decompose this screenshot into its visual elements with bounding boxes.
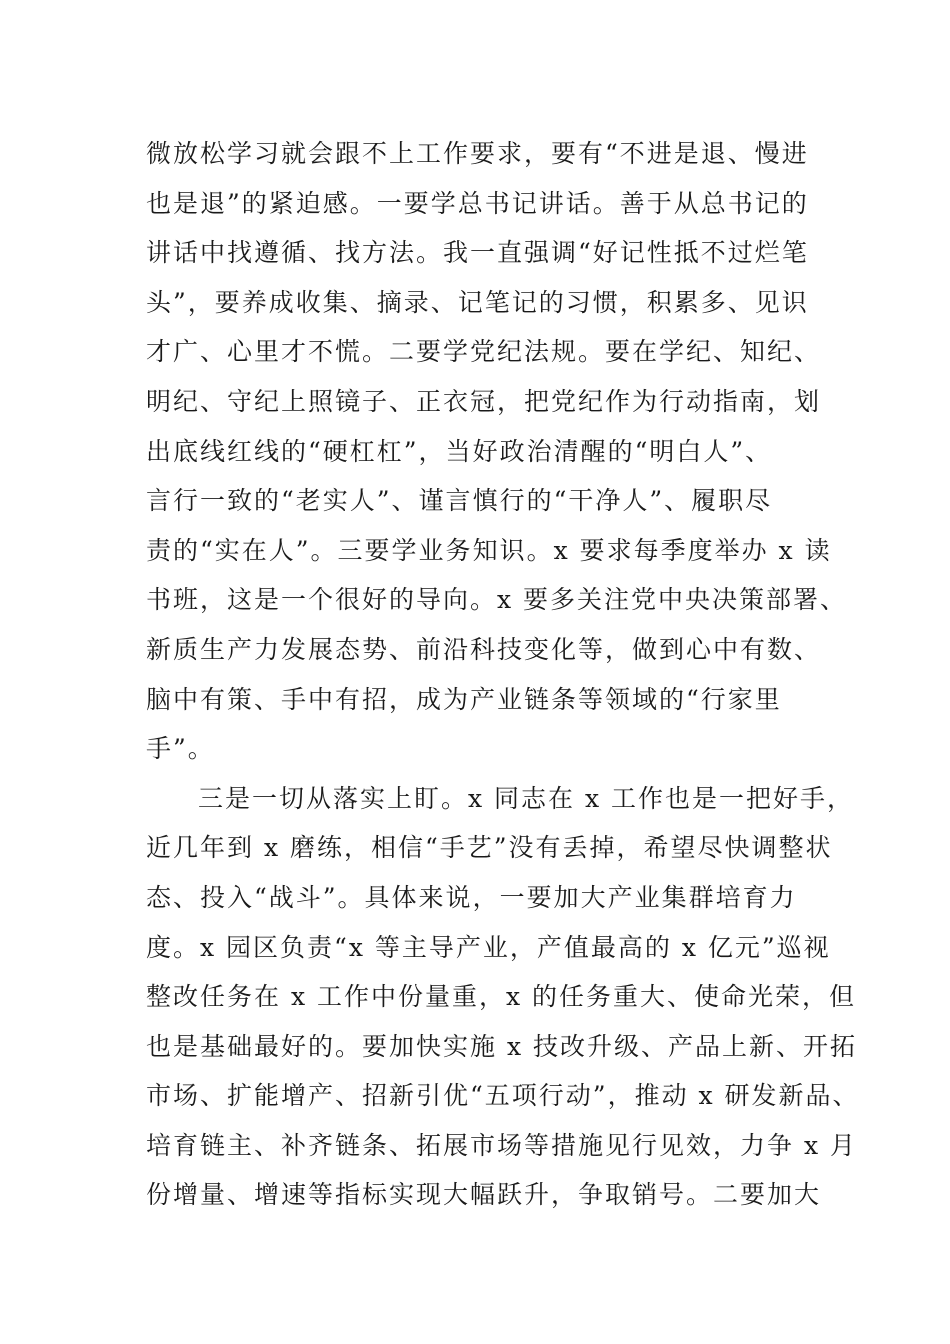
text-line: 脑中有策、手中有招，成为产业链条等领域的“行家里 (146, 684, 782, 714)
text-line: 市场、扩能增产、招新引优“五项行动”，推动 x 研发新品、 (146, 1081, 860, 1111)
text-line: 书班，这是一个很好的导向。x 要多关注党中央决策部署、 (146, 585, 848, 615)
text-line: 也是基础最好的。要加快实施 x 技改升级、产品上新、开拓 (146, 1031, 857, 1061)
text-line: 也是退”的紧迫感。一要学总书记讲话。善于从总书记的 (146, 188, 809, 218)
text-line: 讲话中找遵循、找方法。我一直强调“好记性抵不过烂笔 (146, 238, 809, 268)
text-line: 才广、心里才不慌。二要学党纪法规。要在学纪、知纪、 (146, 337, 822, 367)
text-line: 明纪、守纪上照镜子、正衣冠，把党纪作为行动指南，划 (146, 386, 822, 416)
text-line: 微放松学习就会跟不上工作要求，要有“不进是退、慢进 (146, 139, 809, 168)
body-text (146, 129, 860, 1220)
text-line: 份增量、增速等指标实现大幅跃升，争取销号。二要加大 (146, 1180, 822, 1210)
paragraph-start-line: 三是一切从落实上盯。x 同志在 x 工作也是一把好手， (198, 783, 855, 813)
text-line: 近几年到 x 磨练，相信“手艺”没有丢掉，希望尽快调整状 (146, 833, 833, 863)
text-line: 言行一致的“老实人”、谨言慎行的“干净人”、履职尽 (146, 486, 773, 516)
text-line: 整改任务在 x 工作中份量重，x 的任务重大、使命光荣，但 (146, 982, 857, 1012)
text-line: 手”。 (146, 734, 215, 764)
text-line: 培育链主、补齐链条、拓展市场等措施见行见效，力争 x 月 (146, 1130, 857, 1160)
text-line: 新质生产力发展态势、前沿科技变化等，做到心中有数、 (146, 634, 822, 664)
text-line: 头”，要养成收集、摘录、记笔记的习惯，积累多、见识 (146, 287, 809, 317)
text-line: 度。x 园区负责“x 等主导产业，产值最高的 x 亿元”巡视 (146, 932, 831, 962)
text-line: 出底线红线的“硬杠杠”，当好政治清醒的“明白人”、 (146, 436, 773, 466)
text-line: 责的“实在人”。三要学业务知识。x 要求每季度举办 x 读 (146, 535, 832, 565)
text-line: 态、投入“战斗”。具体来说，一要加大产业集群培育力 (146, 882, 797, 912)
